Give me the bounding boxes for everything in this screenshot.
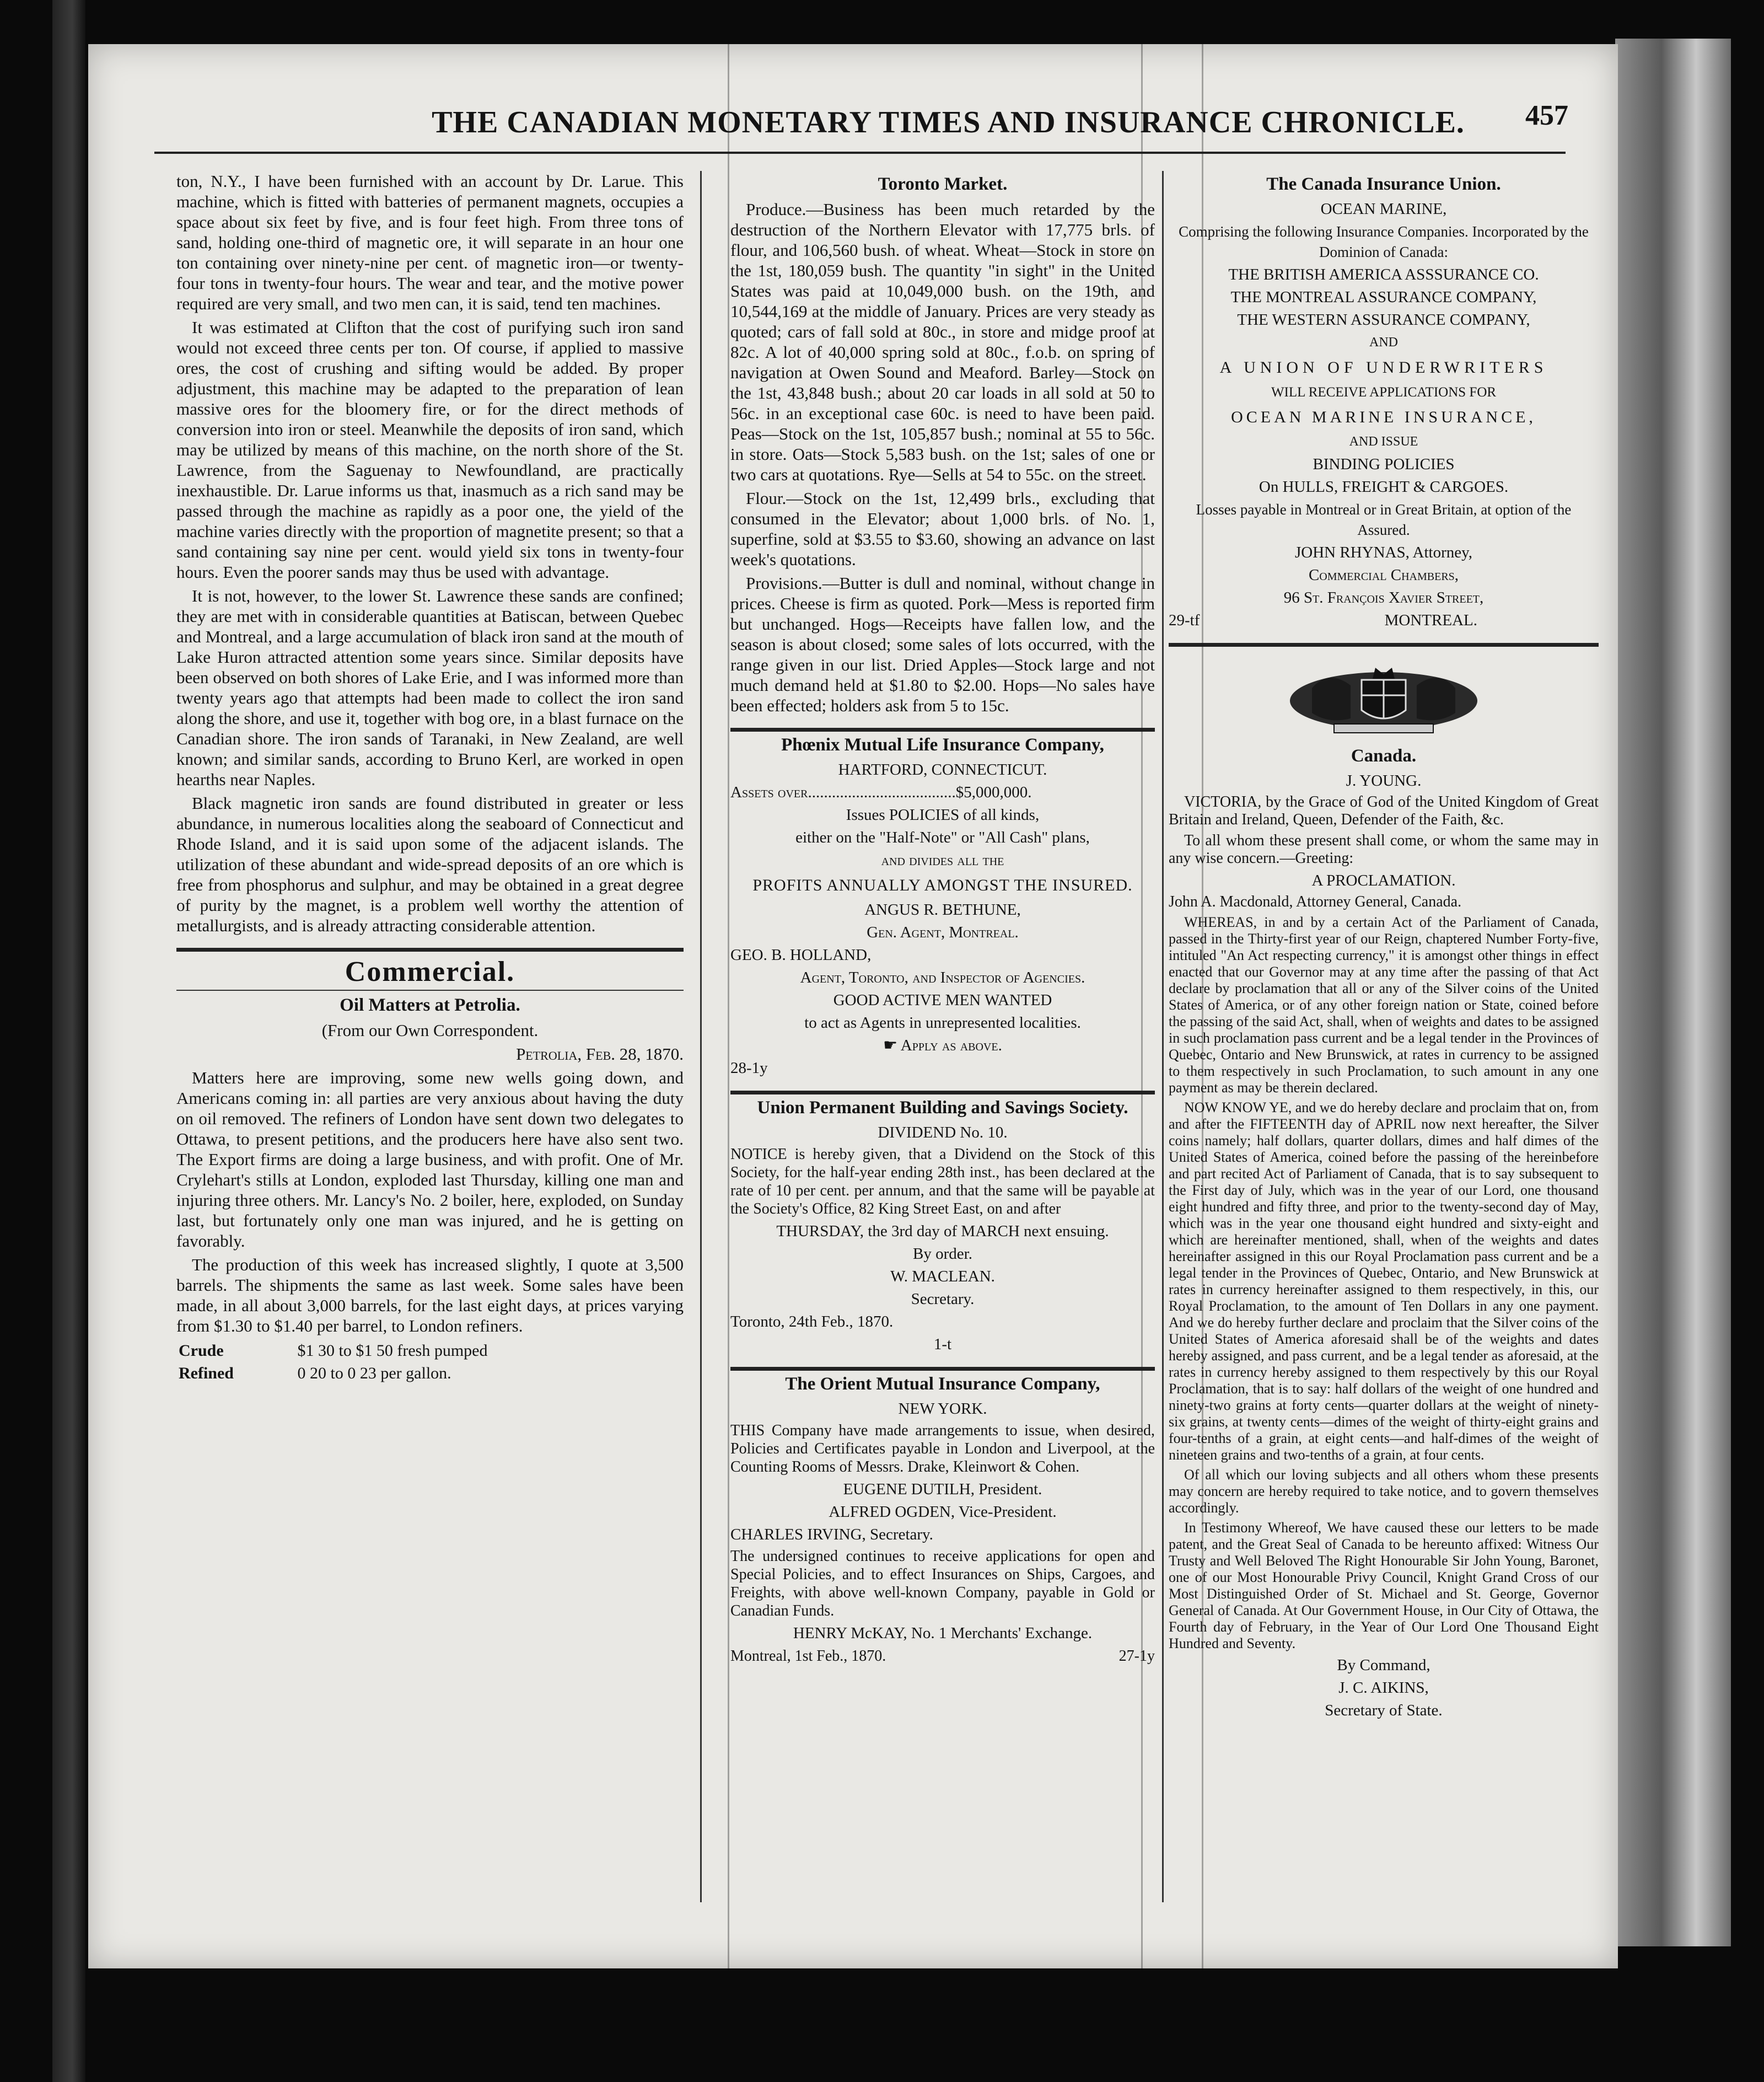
canada-insurance-union-ad [1169, 174, 1599, 631]
ad-line: A UNION OF UNDERWRITERS [1219, 358, 1548, 377]
scan-streak [728, 44, 729, 1968]
ad-line: WILL RECEIVE APPLICATIONS FOR [1271, 385, 1497, 400]
ad-title: Union Permanent Building and Savings Society. [757, 1098, 1128, 1118]
by-command: By Command, [1337, 1656, 1430, 1674]
page-number: 457 [1525, 100, 1568, 131]
header-rule [154, 152, 1566, 154]
ad-rule [730, 1367, 1155, 1371]
scan-streak [1202, 44, 1203, 1968]
article-paragraph: Black magnetic iron sands are found distributed in greater or less abundance, in numerous localities along the seaboard of Connecticut and Rhode Island, and it is said upon some of the adjacent islands. The utilization of these abundant and wide-spread deposits of an ore which is free from phosphorus and sulphur, and may be obtained in a great degree of purity by the magnet, is a problem well worthy the attention of metallurgists, and is already attracting considerable attention. [176, 793, 684, 935]
column-rule-right [1162, 171, 1164, 1902]
price-label: Crude [179, 1342, 224, 1360]
ad-title: The Orient Mutual Insurance Company, [785, 1374, 1100, 1394]
price-table [176, 1339, 684, 1385]
table-row [176, 1339, 684, 1362]
market-title: Toronto Market. [878, 174, 1008, 194]
section-rule-thin [176, 990, 684, 991]
price-value: 0 20 to 0 23 per gallon. [297, 1364, 451, 1382]
ad-agent-role: Gen. Agent, Montreal. [867, 924, 1019, 941]
ad-signer: W. MACLEAN. [890, 1268, 995, 1285]
ad-agent: HENRY McKAY, No. 1 Merchants' Exchange. [793, 1624, 1093, 1642]
attorney-general: John A. Macdonald, Attorney General, Canada. [1169, 893, 1462, 910]
left-column [176, 171, 684, 1385]
ad-officer: ALFRED OGDEN, Vice-President. [829, 1503, 1057, 1521]
ad-apply: ☛ Apply as above. [883, 1037, 1002, 1054]
ad-address: Commercial Chambers, [1308, 566, 1459, 584]
article-paragraph: The production of this week has increased slightly, I quote at 3,500 barrels. The shipments the same as last week. Some sales have been made, in all about 3,000 barrels, for the last eight days, at prices varying from $1.30 to $1.40 per barrel, to London refiners. [176, 1255, 684, 1335]
ad-agent-role: Agent, Toronto, and Inspector of Agencies. [800, 969, 1085, 986]
ad-by-order: By order. [913, 1245, 972, 1263]
ad-line: Issues POLICIES of all kinds, [846, 806, 1040, 824]
ad-location: HARTFORD, CONNECTICUT. [838, 761, 1047, 779]
proclamation-text: In Testimony Whereof, We have caused these our letters to be made patent, and the Great Seal of Canada to be hereunto affixed: Witness Our Trusty and Well Beloved The Right Honourable Sir John Young, Baronet, one of our Most Honourable Privy Council, Knight Grand Cross of our Most Distinguished Order of St. Michael and St. George, Governor General of Canada. At Our Government House, in Our City of Ottawa, the Fourth day of February, in the Year of Our Lord One Thousand Eight Hundred and Seventy. [1169, 1520, 1599, 1651]
ad-line: Comprising the following Insurance Companies. Incorporated by the Dominion of Canada: [1179, 223, 1589, 260]
ad-title: The Canada Insurance Union. [1266, 174, 1501, 194]
ad-line: OCEAN MARINE INSURANCE, [1231, 408, 1536, 426]
ad-reference: 1-t [933, 1335, 952, 1353]
ad-date: THURSDAY, the 3rd day of MARCH next ensuing. [776, 1222, 1109, 1240]
newspaper-page [88, 44, 1618, 1968]
table-row [176, 1362, 684, 1385]
right-column [1169, 171, 1599, 1723]
ad-rule [730, 1091, 1155, 1094]
ad-rule [730, 728, 1155, 732]
ad-location: NEW YORK. [898, 1400, 987, 1418]
ad-company: THE MONTREAL ASSURANCE COMPANY, [1230, 288, 1537, 306]
ad-line: OCEAN MARINE, [1320, 200, 1447, 218]
article-paragraph: ton, N.Y., I have been furnished with an account by Dr. Larue. This machine, which is fitted with batteries of permanent magnets, occupies a space about six feet by five, and is four feet high. From three tons of sand, holding one-third of magnetic ore, it will separate in an hour one ton containing over ninety-nine per cent. of magnetic iron—or twenty-four tons in twenty-four hours. The wear and tear, and the motive power required are very small, and two men can, it is said, tend ten machines. [176, 171, 684, 313]
ad-company: THE BRITISH AMERICA ASSSURANCE CO. [1228, 266, 1539, 283]
ad-line: AND [1369, 335, 1398, 350]
book-page-edges [1615, 39, 1731, 1946]
market-paragraph: Provisions.—Butter is dull and nominal, without change in prices. Cheese is firm as quoted. Pork—Mess is reported firm but unchanged. Hogs—Receipts have fallen low, and the season is about closed; some sales of lots occurred, with the range given in our list. Dried Apples—Stock large and not much demand held at $1.80 to $2.00. Hops—No sales have been effected; holders ask from 5 to 15c. [730, 573, 1155, 715]
dateline: Petrolia, Feb. 28, 1870. [516, 1044, 684, 1064]
article-paragraph: It was estimated at Clifton that the cost of purifying such iron sand would not exceed three cents per ton. Of course, if applied to massive ores, the cost of crushing and sifting would be added. By proper adjustment, this machine may be adapted to the preparation of lean massive ores for the bloomery fire, or for the direct methods of conversion into iron or steel. Meanwhile the deposits of iron sand, which may be utilized by means of this machine, on the north shore of the St. Lawrence, from the Saguenay to Newfoundland, are practically inexhaustible. Dr. Larue informs us that, inasmuch as a rich sand may be passed through the machine as rapidly as a poor one, the yield of the machine varies directly with the proportion of magnetite present; so that a sand containing say nine per cent. would yield six tons in twenty-four hours. Even the poorer sands may thus be used with advantage. [176, 318, 684, 582]
section-rule [176, 948, 684, 952]
ad-address: 96 St. François Xavier Street, [1283, 589, 1484, 607]
ad-title: Phœnix Mutual Life Insurance Company, [781, 735, 1104, 755]
ad-signer-role: Secretary. [911, 1290, 975, 1308]
market-paragraph: Flour.—Stock on the 1st, 12,499 brls., excluding that consumed in the Elevator; about 1,000 brls. of No. 1, superfine, sold at $3.55 to $3.60, showing an advance on last week's quotations. [730, 489, 1155, 569]
article-paragraph: It is not, however, to the lower St. Lawrence these sands are confined; they are met with in considerable quantities at Batiscan, between Quebec and Montreal, and a large accumulation of black iron sand at the mouth of Lake Huron attracted attention some years since. Similar deposits have been observed on both shores of Lake Erie, and I was informed more than twenty years ago that attempts had been made to collect the iron sand along the shore, and use it, together with bog ore, in a blast furnace on the Canadian shore. The iron sands of Taranaki, in New Zealand, are well known; and similar sands, according to Bruno Kerl, are worked in open hearths near Naples. [176, 586, 684, 789]
ad-dividend: DIVIDEND No. 10. [878, 1124, 1008, 1141]
article-paragraph: Matters here are improving, some new wells going down, and Americans coming in: all parties are very anxious about having the duty on oil removed. The refiners of London have sent down two delegates to Ottawa, to present petitions, and the producers here have also sent two. The Export firms are doing a large business, and with profit. One of Mr. Crylehart's stills at London, exploded last Thursday, killing one man and injuring three others. Mr. Lancy's No. 2 boiler, here, exploded, on Sunday last, but fortunately only one man was injured, and he is getting on favorably. [176, 1068, 684, 1251]
secretary-name: J. C. AIKINS, [1338, 1679, 1429, 1697]
ad-reference: 29-tf [1169, 611, 1200, 629]
proclamation-text: WHEREAS, in and by a certain Act of the Parliament of Canada, passed in the Thirty-first year of our Reign, chaptered Number Forty-five, intituled "An Act respecting currency," it is amongst other things in effect enacted that our Governor may at any time after the passing of that Act declare by proclamation that all or any of the Silver coins of the United States of America, or of any other foreign nation or State, coined before the passing of the said Act, shall, when of weights and dates to be assigned in such proclamation pass current and be a legal tender in the Provinces of Quebec, Ontario and New Brunswick, at rates in currency to be assigned to them respectively in such Proclamation, to such amount in any one payment as may be therein declared. [1169, 914, 1599, 1096]
ad-agent: ANGUS R. BETHUNE, [864, 901, 1021, 919]
ad-place-date: Montreal, 1st Feb., 1870. [730, 1648, 886, 1665]
union-ad [730, 1098, 1155, 1355]
proclamation-text: VICTORIA, by the Grace of God of the United Kingdom of Great Britain and Ireland, Queen, Defender of the Faith, &c. [1169, 793, 1599, 828]
proclamation-text: To all whom these present shall come, or whom the same may in any wise concern.—Greeting: [1169, 832, 1599, 867]
ad-attorney: JOHN RHYNAS, Attorney, [1295, 544, 1472, 561]
scan-streak [1141, 44, 1143, 1968]
price-label: Refined [179, 1364, 234, 1382]
article-subtitle: Oil Matters at Petrolia. [340, 995, 520, 1015]
ad-line: Losses payable in Montreal or in Great Britain, at option of the Assured. [1196, 501, 1572, 538]
secretary-role: Secretary of State. [1325, 1702, 1443, 1719]
ad-footer [730, 1646, 1155, 1666]
ad-footer [1169, 610, 1599, 631]
ad-place-date: Toronto, 24th Feb., 1870. [730, 1313, 894, 1330]
proclamation-text: Of all which our loving subjects and all others whom these presents may concern are hereby required to take notice, and to govern themselves accordingly. [1169, 1467, 1599, 1516]
column-rule-left [700, 171, 702, 1902]
ad-reference: 27-1y [1118, 1648, 1155, 1665]
ad-line: PROFITS ANNUALLY AMONGST THE INSURED. [752, 876, 1133, 894]
proclamation-text: NOW KNOW YE, and we do hereby declare and proclaim that on, from and after the FIFTEENTH day of APRIL now next hereafter, the Silver coins namely; half dollars, quarter dollars, dimes and half dimes of the United States of America, coined before the passing of the hereinbefore and part recited Act of Parliament of Canada, that is to say subsequent to the First day of July, which was in the year of our Lord, one thousand eight hundred and fifty three, and prior to the twenty-second day of May, which was in the year one thousand eight hundred and sixty-eight and which are hereinafter mentioned, shall, when of the weights and dates hereinafter assigned in this our Royal Proclamation pass current and be a legal tender in the Provinces of Quebec, Ontario, and New Brunswick at rates in currency hereinafter assigned to them respectively, in this, our Royal Proclamation, to the amount of Ten Dollars in any one payment. And we do hereby further declare and proclaim that the Silver coins of the United States of America aforesaid shall be of the weights and dates hereby assigned, and pass current, and be a legal tender as aforesaid, at the rates in currency hereby assigned to them respectively by this our Royal Proclamation, that is to say: half dollars of the weight of one hundred and ninety-two grains at forty cents—quarter dollars at the weight of ninety-six grains, at twenty cents—dimes of the weight of thirty-eight grains and four-tenths of a grain, at eight cents—and half-dimes of the weight of nineteen grains and two-tenths of a grain, at four cents. [1169, 1099, 1599, 1463]
ad-notice: NOTICE is hereby given, that a Dividend on the Stock of this Society, for the half-year ending 28th inst., has been declared at the rate of 10 per cent. per annum, and that the same will be payable at the Society's Office, 82 King Street East, on and after [730, 1146, 1155, 1217]
ad-body: The undersigned continues to receive applications for open and Special Policies, and to effect Insurances on Ships, Cargoes, and Freights, with above well-known Company, payable in Gold or Canadian Funds. [730, 1548, 1155, 1619]
correspondent-note: (From our Own Correspondent. [321, 1021, 539, 1040]
ad-line: and divides all the [881, 851, 1004, 869]
ad-reference: 28-1y [730, 1059, 768, 1077]
ad-officer: CHARLES IRVING, Secretary. [730, 1526, 933, 1543]
ad-wanted-sub: to act as Agents in unrepresented localities. [804, 1014, 1081, 1032]
royal-coat-of-arms-icon [1279, 658, 1488, 740]
ad-line: either on the "Half-Note" or "All Cash" plans, [795, 829, 1090, 846]
market-paragraph: Produce.—Business has been much retarded by the destruction of the Northern Elevator with 17,775 brls. of flour, and 106,560 bush. of wheat. Wheat—Stock in store on the 1st, 180,059 bush. The quantity "in sight" in the United States was paid at 10,049,000 bush. on the 19th, and 10,544,169 at the middle of January. Prices are very steady as quoted; cars of fall sold at 80c., in store and midge proof at 82c. A lot of 40,000 spring sold at 80c., f.o.b. on spring of navigation at Owen Sound and Meaford. Barley—Stock on the 1st, 43,848 bush.; about 20 car loads in all sold at 50 to 56c. in an exceptional case 60c. is need to have been paid. Peas—Stock on the 1st, 105,857 bush.; nominal at 55 to 56c. in store. Oats—Stock 5,583 bush. on the 1st; sales of one or two cars at quotations. Rye—Sells at 54 to 55c. on the street. [730, 200, 1155, 484]
ad-officer: EUGENE DUTILH, President. [843, 1480, 1042, 1498]
ad-company: THE WESTERN ASSURANCE COMPANY, [1237, 311, 1530, 329]
middle-column [730, 171, 1155, 1666]
proclamation-heading: Canada. [1351, 746, 1417, 766]
ad-assets: Assets over.....................................$5,000,000. [730, 784, 1032, 801]
ad-city: MONTREAL. [1384, 611, 1477, 629]
ad-body: THIS Company have made arrangements to issue, when desired, Policies and Certificates payable in London and Liverpool, at the Counting Rooms of Messrs. Drake, Kleinwort & Cohen. [730, 1422, 1155, 1475]
book-spine-edge [52, 0, 85, 2082]
phoenix-ad [730, 735, 1155, 1078]
ad-agent: GEO. B. HOLLAND, [730, 946, 872, 964]
ad-line: On HULLS, FREIGHT & CARGOES. [1259, 478, 1509, 496]
orient-ad [730, 1374, 1155, 1666]
ad-line: BINDING POLICIES [1313, 455, 1455, 473]
ad-wanted: GOOD ACTIVE MEN WANTED [833, 991, 1052, 1009]
ad-line: AND ISSUE [1349, 434, 1418, 449]
running-head: THE CANADIAN MONETARY TIMES AND INSURANCE CHRONICLE. [432, 105, 1465, 139]
proclamation-title: A PROCLAMATION. [1311, 872, 1456, 889]
ad-rule [1169, 643, 1599, 647]
governor-name: J. YOUNG. [1346, 772, 1422, 790]
price-value: $1 30 to $1 50 fresh pumped [297, 1342, 488, 1360]
section-title: Commercial. [345, 956, 515, 988]
